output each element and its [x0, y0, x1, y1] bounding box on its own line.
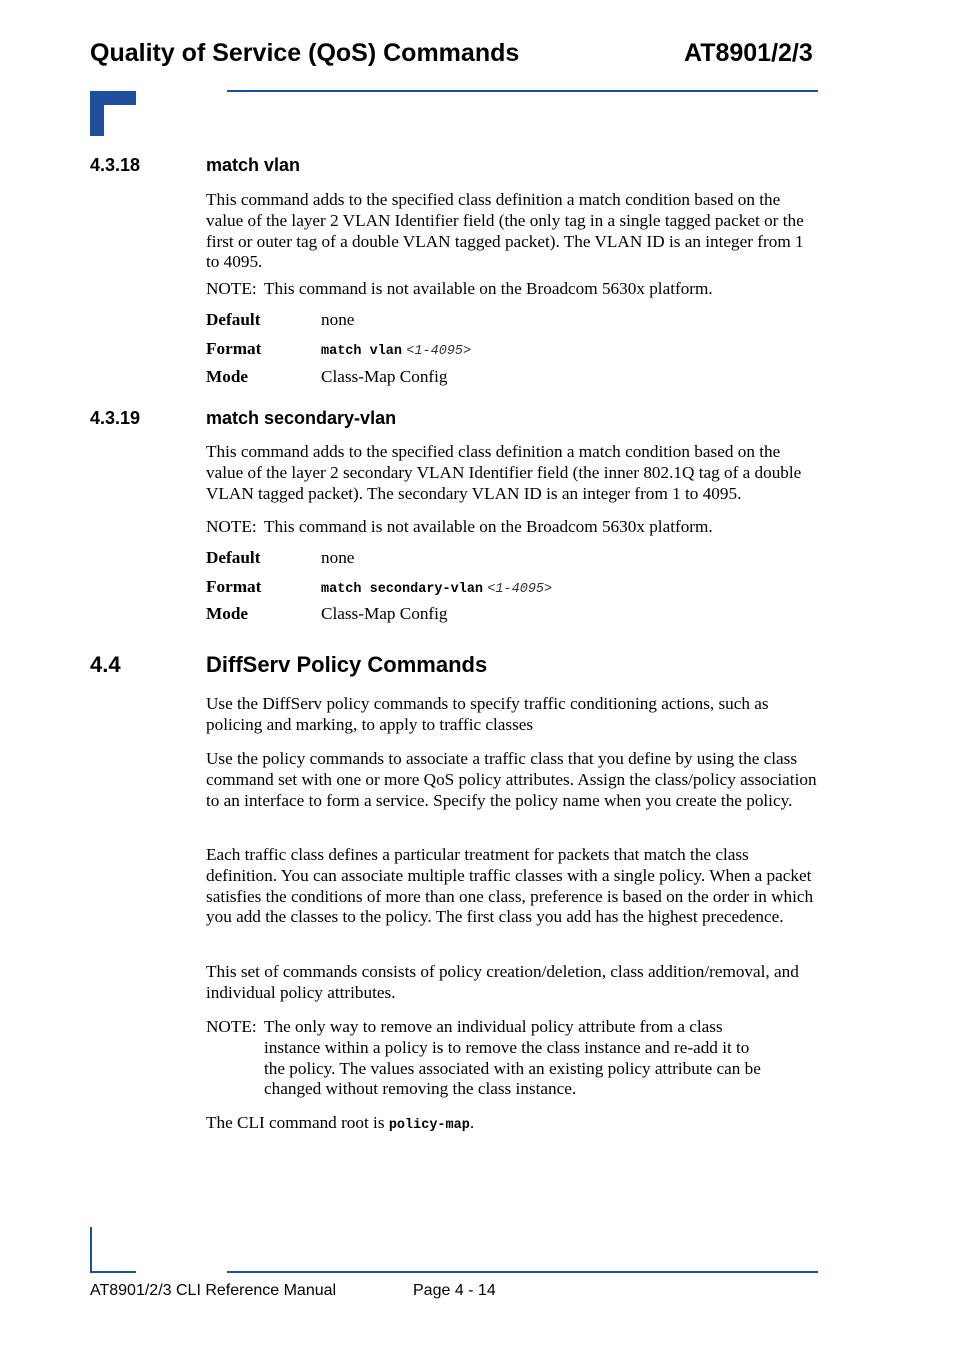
section-title: match vlan: [206, 155, 301, 175]
footer-corner-horizontal: [90, 1271, 136, 1273]
note-label: NOTE:: [206, 279, 257, 298]
paragraph-3: Each traffic class defines a particular treatment for packets that match the class definition. You can associate multiple traffic classes with a single policy. When a packet satisfies the conditions of more than one class, preference is based on the order in which you add the classes to the policy. The first class you add has the highest precedence.: [206, 845, 814, 927]
cli-root-command: policy-map: [388, 1118, 470, 1133]
cli-root-suffix: .: [469, 1113, 475, 1132]
format-argument: <1-4095>: [487, 582, 553, 597]
footer-manual-title: AT8901/2/3 CLI Reference Manual: [90, 1282, 337, 1299]
section-title: DiffServ Policy Commands: [206, 652, 488, 677]
section-number: 4.4: [90, 652, 121, 677]
header-rule: [227, 90, 818, 92]
format-label: Format: [206, 577, 262, 596]
default-label: Default: [206, 310, 261, 329]
footer-rule: [227, 1271, 818, 1273]
format-value: [321, 338, 471, 363]
page-header-title: Quality of Service (QoS) Commands: [90, 39, 520, 67]
paragraph-4: This set of commands consists of policy creation/deletion, class addition/removal, and individual policy attributes.: [206, 962, 799, 1002]
section-number: 4.3.19: [90, 408, 141, 428]
footer-corner-vertical: [90, 1227, 92, 1273]
note-text: The only way to remove an individual policy attribute from a class instance within a policy is to remove the class instance and re-add it to the policy. The values associated with an existing policy attribute can be changed without removing the class instance.: [264, 1017, 761, 1099]
mode-value: Class-Map Config: [321, 367, 448, 386]
format-command: match vlan: [321, 344, 403, 359]
default-value: none: [321, 548, 355, 567]
section-description: This command adds to the specified class definition a match condition based on the value of the layer 2 VLAN Identifier field (the only tag in a single tagged packet or the first or outer tag of a double VLAN tagged packet). The VLAN ID is an integer from 1 to 4095.: [206, 190, 804, 272]
footer-page-number: Page 4 - 14: [413, 1282, 496, 1299]
corner-logo-mark-vertical: [90, 91, 104, 136]
cli-root-prefix: The CLI command root is: [206, 1113, 389, 1132]
note-label: NOTE:: [206, 517, 257, 536]
default-label: Default: [206, 548, 261, 567]
mode-value: Class-Map Config: [321, 604, 448, 623]
default-value: none: [321, 310, 355, 329]
page-header-product: AT8901/2/3: [684, 39, 813, 67]
paragraph-2: Use the policy commands to associate a traffic class that you define by using the class command set with one or more QoS policy attributes. Assign the class/policy association to an interface to form a service. Specify the policy name when you create the policy.: [206, 749, 817, 810]
note-text: This command is not available on the Broadcom 5630x platform.: [264, 279, 713, 298]
format-argument: <1-4095>: [406, 344, 472, 359]
section-title: match secondary-vlan: [206, 408, 397, 428]
note-text: This command is not available on the Broadcom 5630x platform.: [264, 517, 713, 536]
format-label: Format: [206, 339, 262, 358]
note-label: NOTE:: [206, 1017, 257, 1036]
format-command: match secondary-vlan: [321, 582, 484, 597]
section-number: 4.3.18: [90, 155, 141, 175]
mode-label: Mode: [206, 367, 249, 386]
format-value: [321, 576, 552, 601]
paragraph-1: Use the DiffServ policy commands to specify traffic conditioning actions, such as policing and marking, to apply to traffic classes: [206, 694, 769, 734]
section-description: This command adds to the specified class definition a match condition based on the value of the layer 2 secondary VLAN Identifier field (the inner 802.1Q tag of a double VLAN tagged packet). The secondary VLAN ID is an integer from 1 to 4095.: [206, 442, 802, 503]
mode-label: Mode: [206, 604, 249, 623]
cli-root-line: [206, 1113, 818, 1137]
